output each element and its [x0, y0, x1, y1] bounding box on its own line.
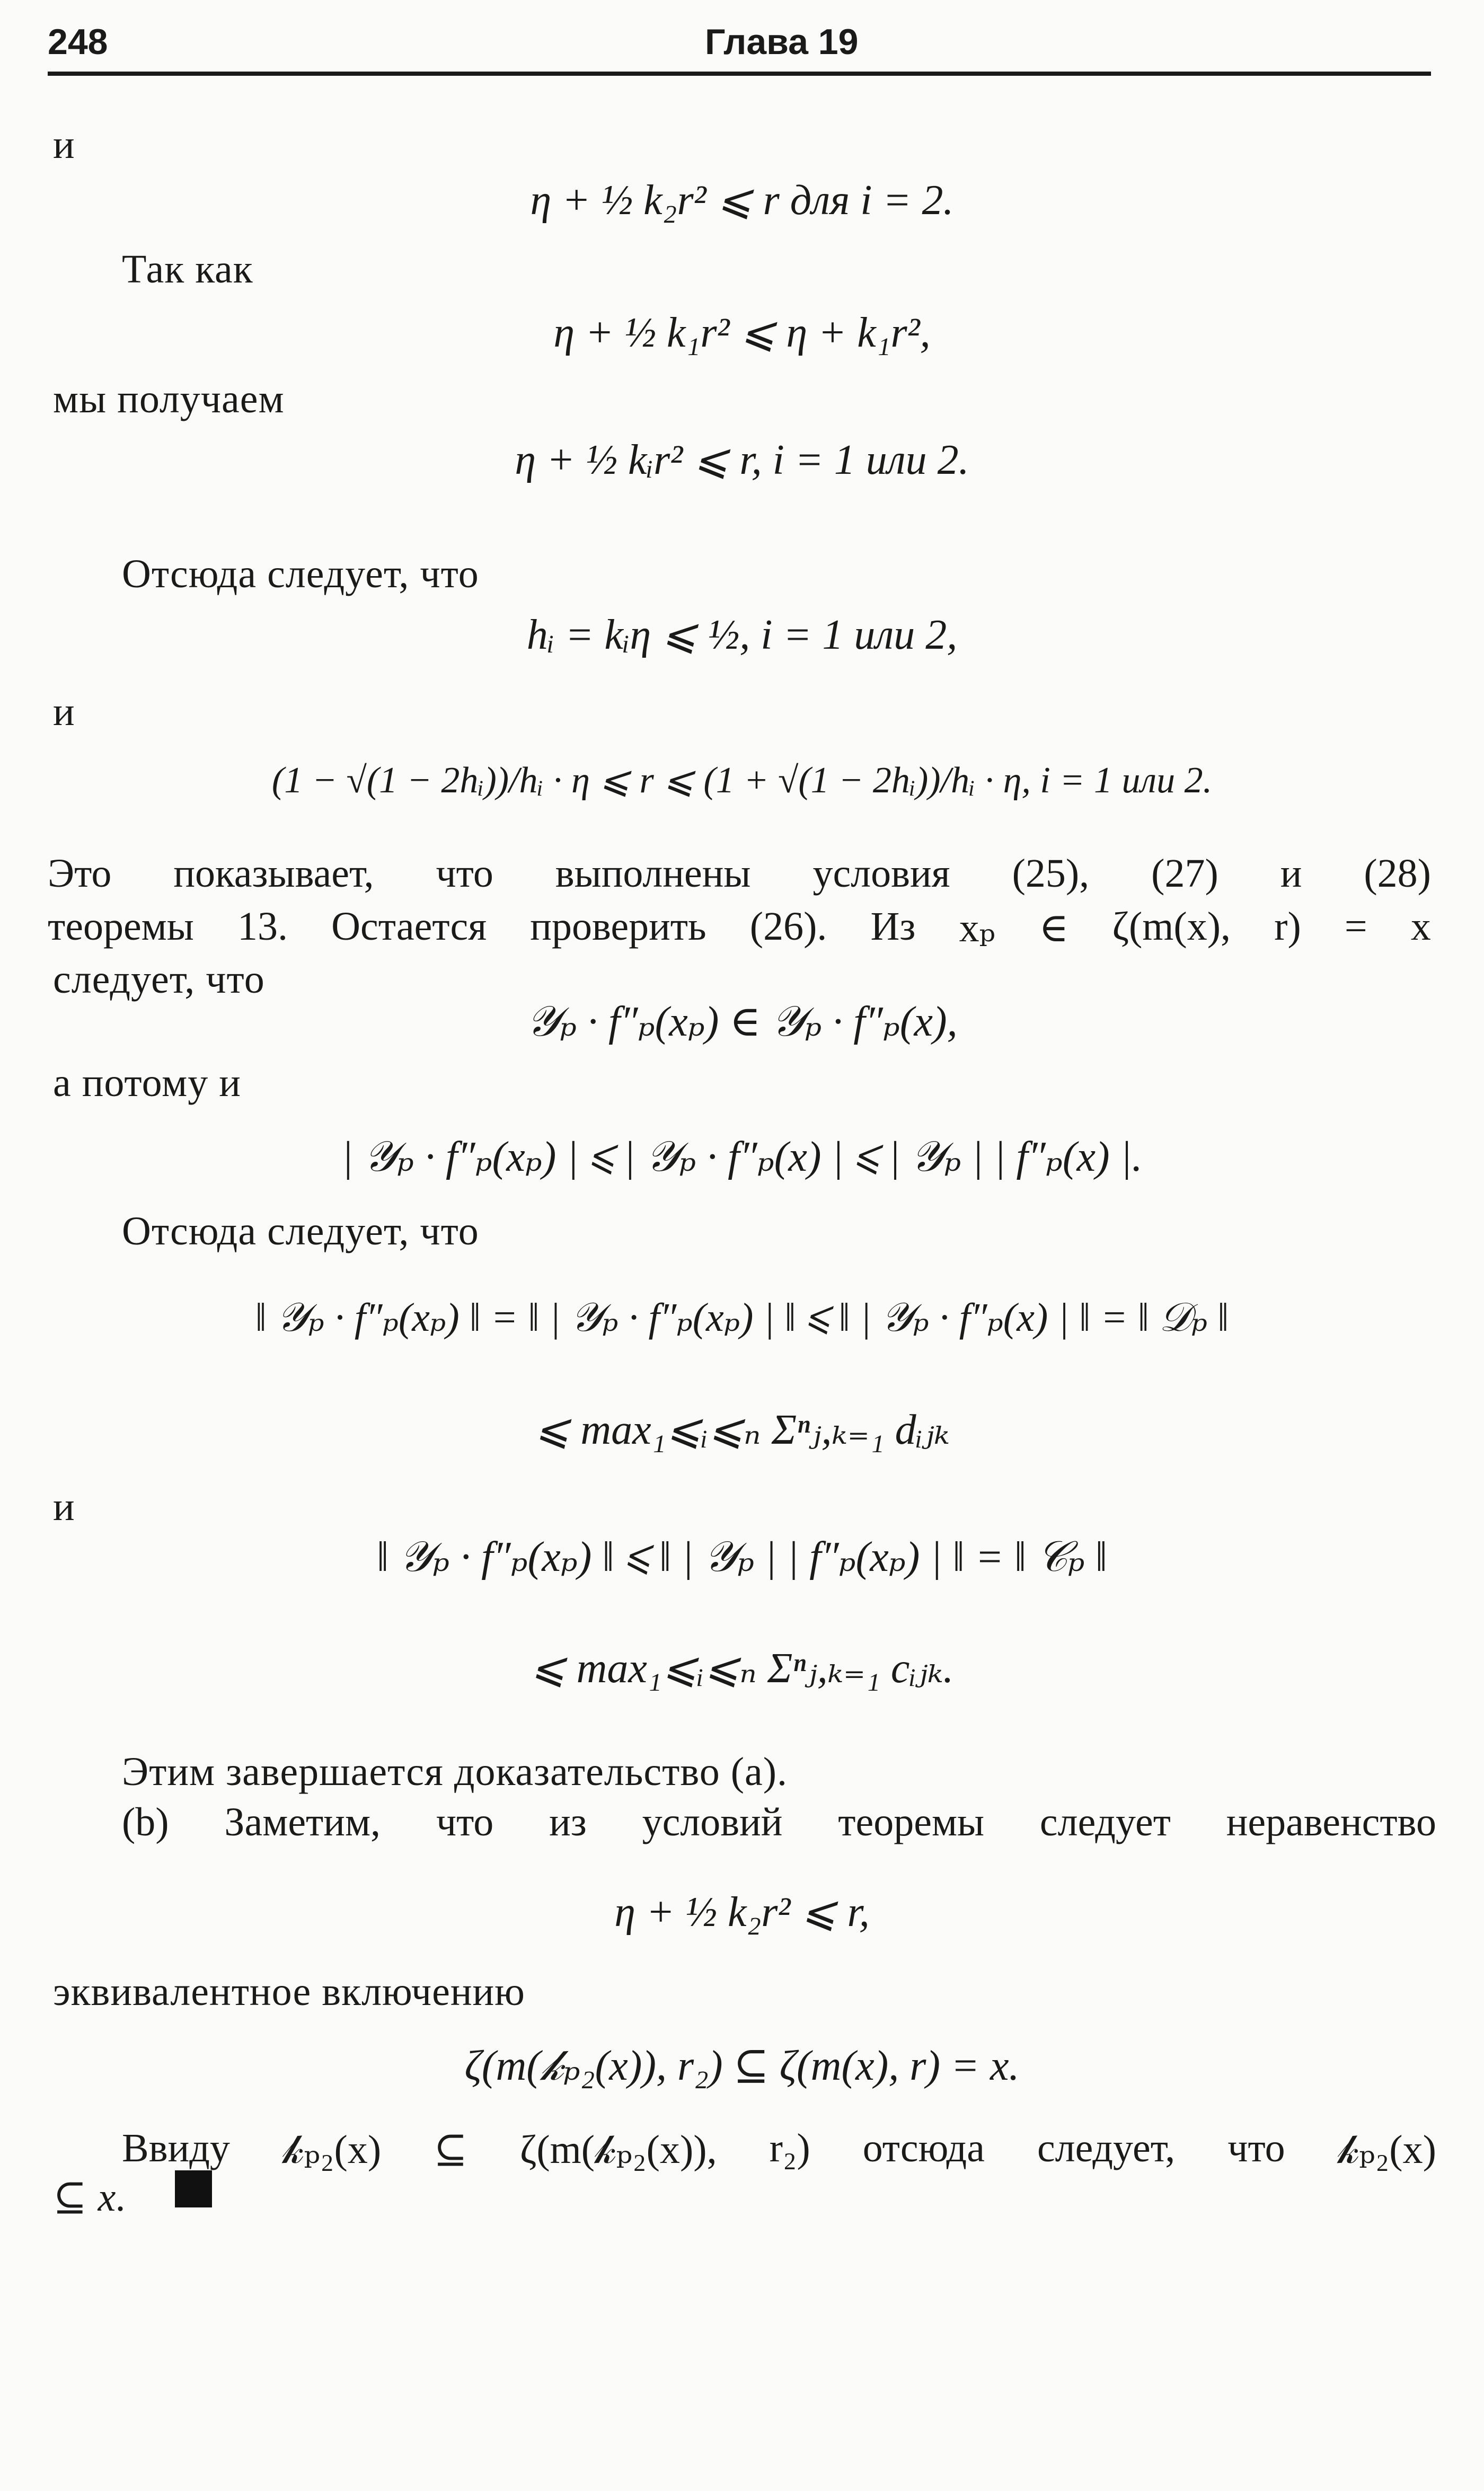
word: следует,: [1037, 2126, 1176, 2170]
word: Ввиду: [122, 2126, 230, 2170]
word: r): [1274, 904, 1301, 949]
paragraph-line: [122, 2125, 1436, 2174]
equation-6: 𝒴ₚ · f″ₚ(xₚ) ∈ 𝒴ₚ · f″ₚ(x),: [526, 999, 958, 1045]
text-line: мы получаем: [53, 377, 285, 421]
page-number: 248: [48, 22, 108, 62]
chapter-title: Глава 19: [705, 22, 859, 62]
word: теоремы: [838, 1800, 985, 1844]
word: (b): [122, 1800, 169, 1844]
text-line: и: [53, 690, 75, 734]
equation-8: ‖ 𝒴ₚ · f″ₚ(xₚ) ‖ = ‖ | 𝒴ₚ · f″ₚ(xₚ) | ‖ ⩽ ‖ | 𝒴ₚ · f″ₚ(x) | ‖ = ‖ 𝒟ₚ ‖: [255, 1295, 1229, 1340]
word: условия: [812, 851, 950, 896]
word: из: [549, 1800, 587, 1844]
equation-5: (1 − √(1 − 2hᵢ))/hᵢ · η ⩽ r ⩽ (1 + √(1 − 2hᵢ))/hᵢ · η, i = 1 или 2.: [271, 760, 1213, 801]
word: выполнены: [555, 851, 751, 896]
word: r₂): [769, 2126, 810, 2170]
word: что: [436, 851, 493, 896]
word: отсюда: [862, 2126, 985, 2170]
equation-1: η + ½ k₂r² ⩽ r для i = 2.: [530, 177, 954, 224]
equation-7: | 𝒴ₚ · f″ₚ(xₚ) | ⩽ | 𝒴ₚ · f″ₚ(x) | ⩽ | 𝒴ₚ | | f″ₚ(x) |.: [341, 1134, 1143, 1180]
word: неравенство: [1226, 1800, 1436, 1844]
word: проверить: [530, 904, 706, 949]
word: xₚ: [959, 906, 995, 950]
word: что: [436, 1800, 494, 1844]
word: и: [1280, 851, 1302, 896]
word: (25),: [1012, 851, 1090, 896]
word: =: [1344, 904, 1367, 949]
text-line: следует, что: [53, 957, 265, 1002]
text-line: Отсюда следует, что: [122, 552, 479, 596]
word: теоремы: [48, 904, 194, 949]
text-line: эквивалентное включению: [53, 1969, 525, 2014]
word: показывает,: [173, 851, 374, 896]
paragraph-line: [48, 851, 1431, 897]
text-line: Отсюда следует, что: [122, 1209, 479, 1253]
header-rule: [48, 72, 1431, 76]
equation-3: η + ½ kᵢr² ⩽ r, i = 1 или 2.: [515, 437, 969, 483]
word: ζ(m(𝓀ₚ₂(x)),: [519, 2127, 717, 2172]
equation-4: hᵢ = kᵢη ⩽ ½, i = 1 или 2,: [526, 612, 958, 658]
word: Из: [870, 904, 916, 949]
word: x: [1410, 904, 1431, 949]
word: 13.: [237, 904, 288, 949]
equation-9: ⩽ max₁⩽ᵢ⩽ₙ Σⁿⱼ,ₖ₌₁ dᵢⱼₖ: [534, 1407, 950, 1453]
text-line: и: [53, 122, 75, 167]
equation-13: ζ(m(𝓀ₚ₂(x)), r₂) ⊆ ζ(m(x), r) = x.: [464, 2043, 1020, 2089]
word: Это: [48, 851, 112, 896]
word: 𝓀ₚ₂(x): [282, 2127, 382, 2172]
text-line: и: [53, 1485, 75, 1529]
page-header: [48, 21, 1431, 69]
word: (26).: [749, 904, 827, 949]
word: Остается: [331, 904, 487, 949]
equation-12: η + ½ k₂r² ⩽ r,: [614, 1889, 870, 1936]
word: что: [1227, 2126, 1285, 2170]
word: 𝓀ₚ₂(x): [1337, 2127, 1436, 2172]
word: ζ(m(x),: [1112, 904, 1231, 949]
text-line: Этим завершается доказательство (a).: [122, 1750, 788, 1794]
word: Заметим,: [224, 1800, 381, 1844]
equation-11: ⩽ max₁⩽ᵢ⩽ₙ Σⁿⱼ,ₖ₌₁ cᵢⱼₖ.: [530, 1645, 954, 1692]
word: ∈: [1039, 906, 1069, 950]
equation-2: η + ½ k₁r² ⩽ η + k₁r²,: [553, 310, 931, 356]
word: (28): [1364, 851, 1431, 896]
word: (27): [1151, 851, 1218, 896]
equation-10: ‖ 𝒴ₚ · f″ₚ(xₚ) ‖ ⩽ ‖ | 𝒴ₚ | | f″ₚ(xₚ) | ‖ = ‖ 𝒞ₚ ‖: [376, 1534, 1108, 1580]
text-line: ⊆ x.: [53, 2175, 127, 2220]
paragraph-line: [122, 1799, 1436, 1845]
paragraph-line: [48, 904, 1431, 951]
word: следует: [1039, 1800, 1171, 1844]
word: ⊆: [434, 2127, 467, 2172]
text-line: Так как: [122, 247, 253, 292]
qed-square: [175, 2170, 212, 2207]
text-line: а потому и: [53, 1061, 241, 1105]
word: условий: [642, 1800, 783, 1844]
